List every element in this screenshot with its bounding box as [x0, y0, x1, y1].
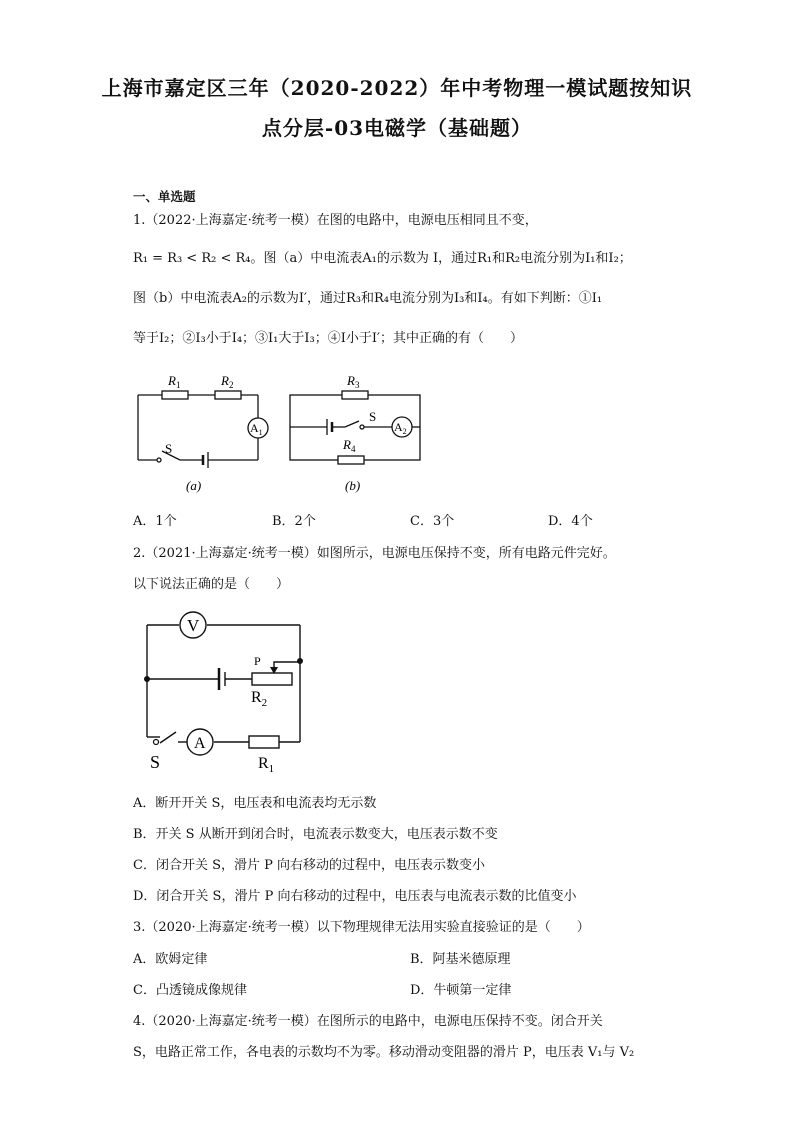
q2-option-d[interactable]: D．闭合开关 S，滑片 P 向右移动的过程中，电压表与电流表示数的比值变小: [133, 889, 577, 904]
q4-stem-line1: 4.（2020·上海嘉定·统考一模）在图所示的电路中，电源电压保持不变。闭合开关: [133, 1014, 603, 1029]
q1b-ammeter-label: $A_2$: [394, 420, 407, 436]
q1a-switch-label: S: [165, 441, 173, 456]
q1-stem-line4: 等于I₂；②I₃小于I₄；③I₁大于I₃；④I小于I′；其中正确的有（ ）: [133, 331, 523, 346]
q1b-r4-label: $R_4$: [343, 437, 356, 454]
q3-option-a[interactable]: A．欧姆定律: [133, 952, 208, 967]
q4-stem-line2: S，电路正常工作，各电表的示数均不为零。移动滑动变阻器的滑片 P，电压表 V₁与 V₂: [133, 1045, 635, 1060]
q1b-r3-label: $R_3$: [347, 373, 360, 390]
section-heading: 一、单选题: [133, 189, 196, 204]
q1a-ammeter-label: $A_1$: [250, 421, 263, 437]
q2-stem-line1: 2.（2021·上海嘉定·统考一模）如图所示，电源电压保持不变，所有电路元件完好。: [133, 546, 616, 561]
q2-figure: [130, 605, 320, 780]
q2-r1-label: $R_1$: [258, 755, 275, 775]
q3-option-c[interactable]: C．凸透镜成像规律: [133, 983, 247, 998]
q1a-r2-label: $R_2$: [221, 373, 234, 390]
q1a-r1-label: $R_1$: [168, 373, 181, 390]
page-title-line1: 上海市嘉定区三年（2020-2022）年中考物理一模试题按知识: [101, 76, 693, 100]
q3-stem: 3.（2020·上海嘉定·统考一模）以下物理规律无法用实验直接验证的是（ ）: [133, 920, 590, 935]
q1-option-b[interactable]: B．2个: [272, 514, 316, 529]
q1b-caption: (b): [345, 478, 361, 493]
q2-stem-line2: 以下说法正确的是（ ）: [133, 577, 290, 592]
q1-option-c[interactable]: C．3个: [410, 514, 455, 529]
q2-ammeter-label: A: [194, 735, 206, 752]
q1-stem-line3: 图（b）中电流表A₂的示数为I′，通过R₃和R₄电流分别为I₃和I₄。有如下判断：①I₁: [133, 291, 603, 306]
q2-option-a[interactable]: A．断开开关 S，电压表和电流表均无示数: [133, 796, 377, 811]
q3-option-d[interactable]: D．牛顿第一定律: [410, 983, 512, 998]
q1a-caption: (a): [186, 478, 202, 493]
q1b-switch-label: S: [369, 409, 377, 424]
q2-switch-label: S: [150, 752, 161, 772]
q1-option-a[interactable]: A．1个: [133, 514, 177, 529]
q1-stem-line1: 1.（2022·上海嘉定·统考一模）在图的电路中，电源电压相同且不变，: [133, 213, 538, 228]
q1-stem-line2: R₁ = R₃ < R₂ < R₄。图（a）中电流表A₁的示数为 I，通过R₁和R₂电流分别为I₁和I₂；: [133, 251, 632, 266]
q3-option-b[interactable]: B．阿基米德原理: [410, 952, 511, 967]
q2-voltmeter-label: V: [187, 616, 200, 635]
q1-figure-b: [285, 365, 435, 500]
q1-option-d[interactable]: D．4个: [548, 514, 593, 529]
q1-figure-a: [130, 365, 280, 500]
q2-r2-label: $R_2$: [251, 689, 268, 709]
q2-slider-label: P: [254, 654, 261, 668]
page-title-line2: 点分层-03电磁学（基础题）: [261, 116, 533, 140]
q2-option-b[interactable]: B．开关 S 从断开到闭合时，电流表示数变大，电压表示数不变: [133, 827, 498, 842]
q2-option-c[interactable]: C．闭合开关 S，滑片 P 向右移动的过程中，电压表示数变小: [133, 858, 485, 873]
